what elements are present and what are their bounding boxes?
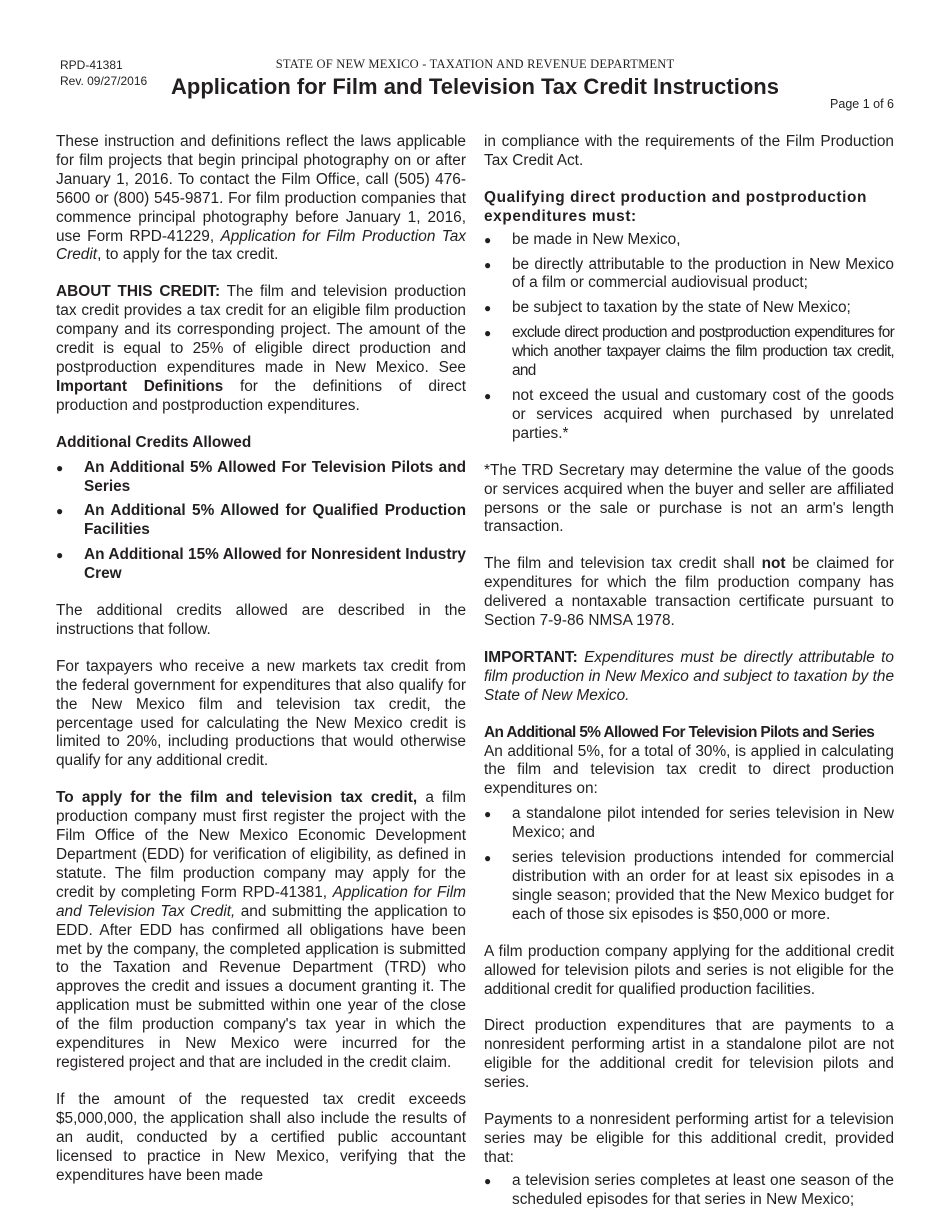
list-item: ● a standalone pilot intended for series television in New Mexico; and bbox=[484, 805, 894, 843]
form-title-reference: Application for Film Production Tax Credit bbox=[56, 227, 466, 264]
form-revision: Rev. 09/27/2016 bbox=[60, 74, 148, 88]
list-item: ● be subject to taxation by the state of New Mexico; bbox=[484, 299, 894, 318]
list-item: ● be made in New Mexico, bbox=[484, 231, 894, 250]
list-item: ● An Additional 5% Allowed for Qualified Production Facilities bbox=[56, 502, 466, 540]
apply-lead: To apply for the film and television tax credit, bbox=[56, 789, 418, 807]
left-column bbox=[56, 133, 466, 1185]
pilots-heading: An Additional 5% Allowed For Television Pilots and Series bbox=[484, 723, 875, 741]
list-item: ● An Additional 5% Allowed For Television Pilots and Series bbox=[56, 459, 466, 497]
qualifying-list bbox=[484, 231, 894, 444]
page-title: Application for Film and Television Tax Credit Instructions bbox=[171, 74, 779, 99]
list-item: ● be directly attributable to the production in New Mexico of a film or commercial audiovisual product; bbox=[484, 256, 894, 294]
not-claimed-paragraph: The film and television tax credit shall not be claimed for expenditures for which the film production company has delivered a nontaxable transaction certificate pursuant to Section 7-9-86 NMSA 1978. bbox=[484, 555, 894, 630]
payments-paragraph: Payments to a nonresident performing artist for a television series may be eligible for this additional credit, provided that: bbox=[484, 1111, 894, 1166]
list-item: ● series television productions intended for commercial distribution with an order for at least six episodes in a single season; provided that the New Mexico budget for each of those six episodes is $50,000 or more. bbox=[484, 849, 894, 925]
intro-paragraph: These instruction and definitions reflect the laws applicable for film projects that begin principal photography on or after January 1, 2016. To contact the Film Office, call (505) 476-5600 or (800) 545-9871. For film production companies that commence principal photography before January 1, 2016, use Form RPD-41229, Application for Film Production Tax Credit, to apply for the tax credit. bbox=[56, 133, 466, 264]
about-lead: ABOUT THIS CREDIT: bbox=[56, 283, 221, 301]
payments-list bbox=[484, 1172, 894, 1210]
additional-credits-heading: Additional Credits Allowed bbox=[56, 433, 252, 451]
right-column bbox=[484, 133, 894, 1216]
list-item: ● a television series completes at least one season of the scheduled episodes for that series in New Mexico; bbox=[484, 1172, 894, 1210]
about-paragraph: ABOUT THIS CREDIT: The film and television production tax credit provides a tax credit for an eligible film production company and its corresponding project. The amount of the credit is equal to 25% of eligible direct production and postproduction expenditures made in New Mexico. See Important Definitions for the definitions of direct production and postproduction expenditures. bbox=[56, 283, 466, 414]
important-lead: IMPORTANT: bbox=[484, 648, 578, 666]
nonresident-pilot-paragraph: Direct production expenditures that are payments to a nonresident performing artist in a standalone pilot are not eligible for the additional credit for television pilots and series. bbox=[484, 1017, 894, 1092]
form-title-reference: Application for Film and Television Tax Credit, bbox=[56, 883, 466, 920]
pilots-list bbox=[484, 805, 894, 924]
audit-paragraph: If the amount of the requested tax credit exceeds $5,000,000, the application shall also include the results of an audit, conducted by a certified public accountant licensed to practice in New Mexico, verifying that the expenditures have been made bbox=[56, 1090, 466, 1184]
qualifying-heading: Qualifying direct production and postproduction expenditures must: bbox=[484, 188, 868, 225]
secretary-note: *The TRD Secretary may determine the value of the goods or services acquired when the buyer and seller are affiliated persons or the sale or purchase is not an arm's length transaction. bbox=[484, 461, 894, 536]
not-eligible-paragraph: A film production company applying for the additional credit allowed for television pilots and series is not eligible for the additional credit for qualified production facilities. bbox=[484, 942, 894, 998]
continued-paragraph: in compliance with the requirements of the Film Production Tax Credit Act. bbox=[484, 133, 894, 169]
list-item: ● An Additional 15% Allowed for Nonresident Industry Crew bbox=[56, 546, 466, 584]
additional-credits-list bbox=[56, 459, 466, 584]
list-item: ● exclude direct production and postproduction expenditures for which another taxpayer claims the film production tax credit, and bbox=[484, 324, 894, 381]
pilots-intro: An additional 5%, for a total of 30%, is applied in calculating the film and television tax credit to direct production expenditures on: bbox=[484, 742, 894, 798]
apply-paragraph: To apply for the film and television tax credit, a film production company must first register the project with the Film Office of the New Mexico Economic Development Department (EDD) for verification of eligibility, as defined in statute. The film production company may apply for the credit by completing Form RPD-41381, Application for Film and Television Tax Credit, and submitting the application to EDD. After EDD has confirmed all obligations have been met by the company, the completed application is submitted to the Taxation and Revenue Department (TRD) who approves the credit and issues a document granting it. The application must be submitted within one year of the close of the film production company's tax year in which the expenditures in New Mexico were incurred for the registered project and that are included in the credit claim. bbox=[56, 789, 466, 1071]
list-item: ● not exceed the usual and customary cost of the goods or services acquired when purchased by unrelated parties.* bbox=[484, 387, 894, 444]
page-number: Page 1 of 6 bbox=[830, 97, 894, 111]
department-name: STATE OF NEW MEXICO - TAXATION AND REVENUE DEPARTMENT bbox=[275, 57, 675, 71]
new-markets-paragraph: For taxpayers who receive a new markets tax credit from the federal government for expenditures that also qualify for the New Mexico film and television tax credit, the percentage used for calculating the New Mexico credit is limited to 20%, including productions that would otherwise qualify for any additional credit. bbox=[56, 657, 466, 770]
form-number: RPD-41381 bbox=[60, 58, 123, 72]
additional-note: The additional credits allowed are described in the instructions that follow. bbox=[56, 602, 466, 638]
definitions-reference: Important Definitions bbox=[56, 377, 224, 395]
important-paragraph: IMPORTANT: Expenditures must be directly attributable to film production in New Mexico and subject to taxation by the State of New Mexico. bbox=[484, 648, 894, 704]
